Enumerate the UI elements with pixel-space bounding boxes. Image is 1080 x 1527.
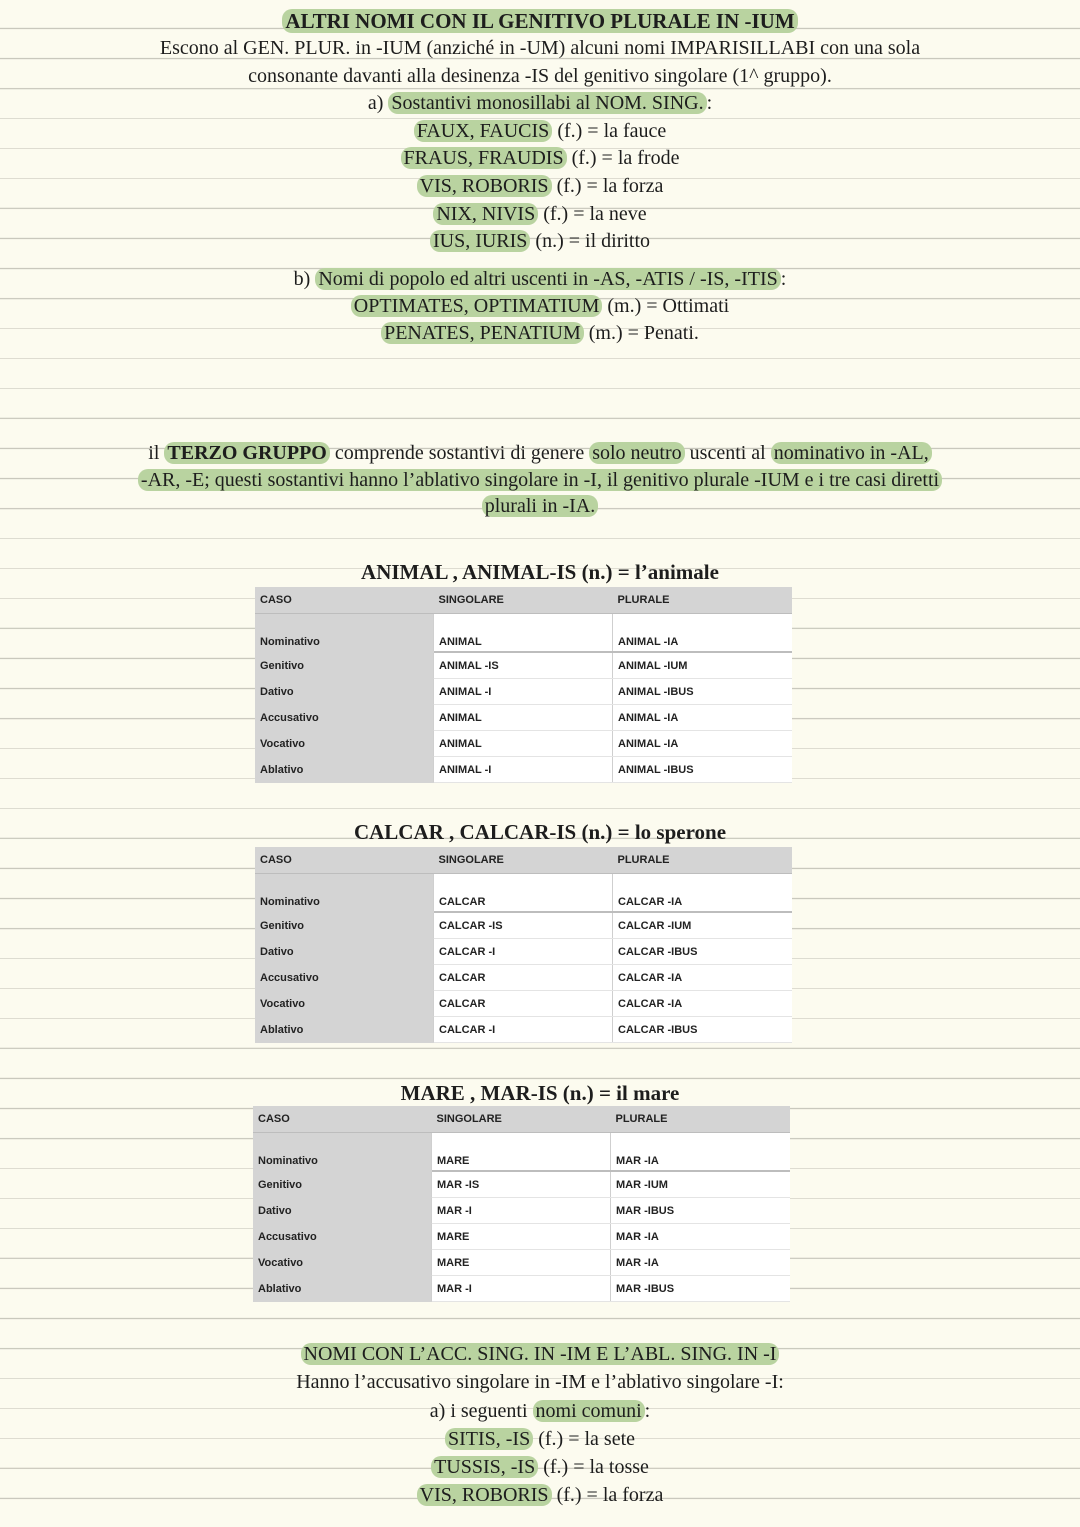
list-item: VIS, ROBORIS (f.) = la forza [0,1482,1080,1508]
terzo-gruppo-paragraph-line-2: -AR, -E; questi sostantivi hanno l’ablativo singolare in -I, il genitivo plurale -IUM e i tre casi diretti [0,467,1080,493]
table-row: Nominativo CALCAR CALCAR -IA [255,874,792,913]
terzo-gruppo-paragraph-line-1: il TERZO GRUPPO comprende sostantivi di genere solo neutro uscenti al nominativo in -AL, [0,440,1080,466]
table-row: Nominativo MARE MAR -IA [253,1133,790,1172]
list-item: NIX, NIVIS (f.) = la neve [0,201,1080,227]
list-item: FAUX, FAUCIS (f.) = la fauce [0,118,1080,144]
column-header-plurale: PLURALE [613,847,793,874]
intro-line-2: consonante davanti alla desinenza -IS del genitivo singolare (1^ gruppo). [248,65,832,87]
table-row: Genitivo MAR -IS MAR -IUM [253,1171,790,1198]
column-header-caso: CASO [255,847,434,874]
list-item: IUS, IURIS (n.) = il diritto [0,228,1080,254]
table-row: Ablativo ANIMAL -I ANIMAL -IBUS [255,757,792,783]
column-header-plurale: PLURALE [613,587,793,614]
list-item: SITIS, -IS (f.) = la sete [0,1426,1080,1452]
list-item: PENATES, PENATIUM (m.) = Penati. [0,320,1080,346]
section3-intro: Hanno l’accusativo singolare in -IM e l’ablativo singolare -I: [296,1371,784,1393]
column-header-singolare: SINGOLARE [434,847,613,874]
table-row: Ablativo MAR -I MAR -IBUS [253,1276,790,1302]
point-b-heading: b) Nomi di popolo ed altri uscenti in -AS, -ATIS / -IS, -ITIS : [293,268,787,290]
column-header-singolare: SINGOLARE [432,1106,611,1133]
section-title-acc-im-abl-i: NOMI CON L’ACC. SING. IN -IM E L’ABL. SING. IN -I [0,1341,1080,1367]
list-item: TUSSIS, -IS (f.) = la tosse [0,1454,1080,1480]
column-header-plurale: PLURALE [611,1106,791,1133]
terzo-gruppo-paragraph-line-3: plurali in -IA. [0,493,1080,519]
table-row: Nominativo ANIMAL ANIMAL -IA [255,614,792,653]
column-header-caso: CASO [255,587,434,614]
table-row: Dativo MAR -I MAR -IBUS [253,1198,790,1224]
table-row: Vocativo MARE MAR -IA [253,1250,790,1276]
declension-table-animal [255,587,792,783]
table-title-calcar: CALCAR , CALCAR-IS (n.) = lo sperone [353,820,727,844]
list-item: FRAUS, FRAUDIS (f.) = la frode [0,145,1080,171]
table-title-mare: MARE , MAR-IS (n.) = il mare [400,1081,680,1105]
table-row: Dativo ANIMAL -I ANIMAL -IBUS [255,679,792,705]
table-row: Dativo CALCAR -I CALCAR -IBUS [255,939,792,965]
table-title-animal: ANIMAL , ANIMAL-IS (n.) = l’animale [361,560,719,584]
column-header-caso: CASO [253,1106,432,1133]
table-row: Accusativo ANIMAL ANIMAL -IA [255,705,792,731]
table-row: Genitivo CALCAR -IS CALCAR -IUM [255,912,792,939]
table-row: Vocativo ANIMAL ANIMAL -IA [255,731,792,757]
point-a-heading: a) Sostantivi monosillabi al NOM. SING. : [367,92,713,114]
declension-table-mare [253,1106,790,1302]
table-row: Vocativo CALCAR CALCAR -IA [255,991,792,1017]
table-row: Ablativo CALCAR -I CALCAR -IBUS [255,1017,792,1043]
list-item: OPTIMATES, OPTIMATIUM (m.) = Ottimati [0,293,1080,319]
table-row: Genitivo ANIMAL -IS ANIMAL -IUM [255,652,792,679]
table-row: Accusativo MARE MAR -IA [253,1224,790,1250]
list-item: VIS, ROBORIS (f.) = la forza [0,173,1080,199]
declension-table-calcar [255,847,792,1043]
section-title-genitive-ium: ALTRI NOMI CON IL GENITIVO PLURALE IN -IUM [0,8,1080,35]
intro-line-1: Escono al GEN. PLUR. in -IUM (anziché in -UM) alcuni nomi IMPARISILLABI con una sola [159,37,921,59]
section3-point-a: a) i seguenti nomi comuni : [429,1400,651,1422]
column-header-singolare: SINGOLARE [434,587,613,614]
table-row: Accusativo CALCAR CALCAR -IA [255,965,792,991]
